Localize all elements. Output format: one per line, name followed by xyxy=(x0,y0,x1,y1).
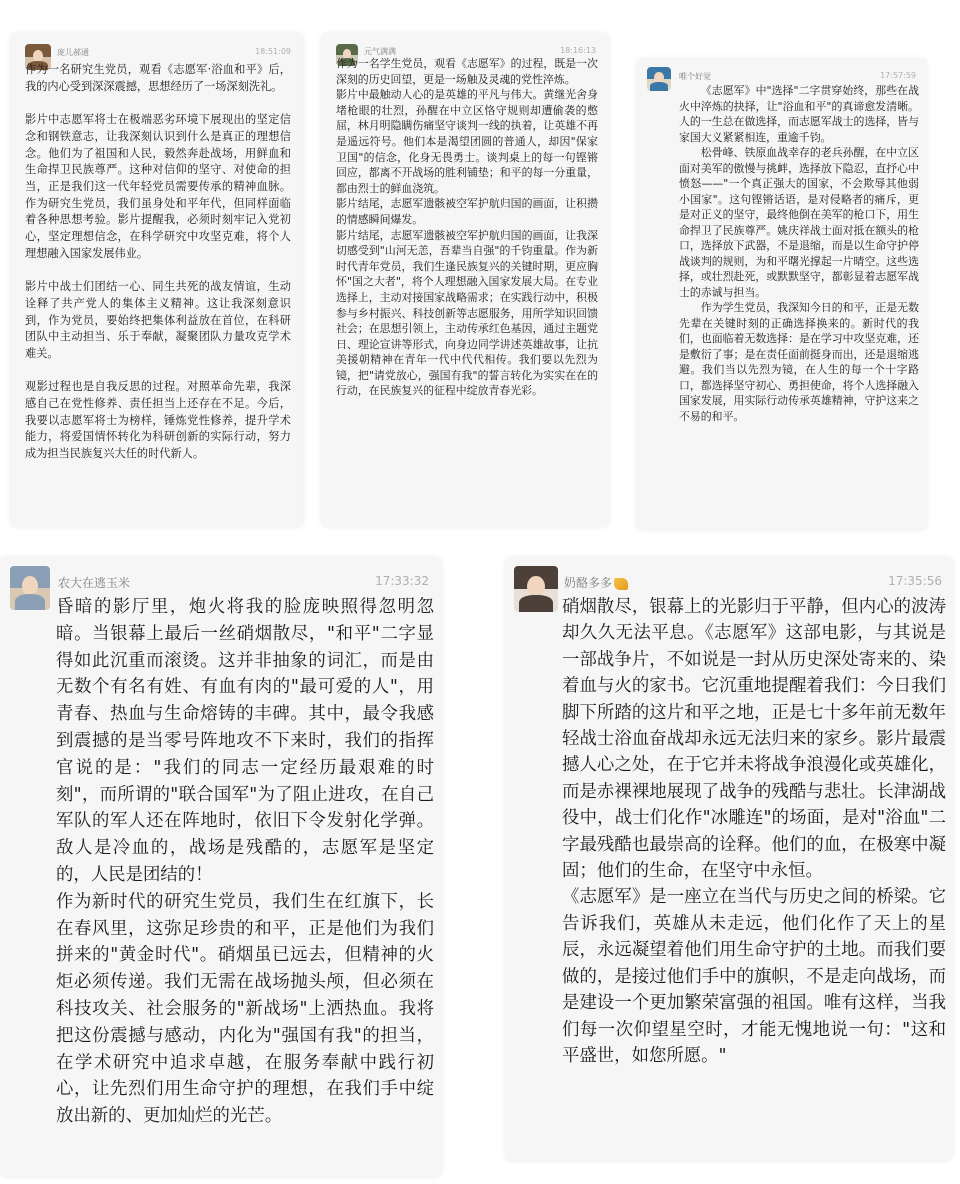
message-body xyxy=(336,56,598,399)
message-paragraph: 作为学生党员，我深知今日的和平，正是无数先辈在关键时刻的正确选择换来的。新时代的我们，也面临着无数选择：是在学习中攻坚克难，还是敷衍了事；是在责任面前挺身而出，还是退缩逃避。我们当以先烈为镜，在人生的每一个十字路口，都选择坚守初心、勇担使命，将个人选择融入国家发展，用实际行动传承英雄精神，守护这来之不易的和平。 xyxy=(679,301,919,423)
sender-name: 农大在逃玉米 xyxy=(58,576,131,590)
avatar[interactable] xyxy=(647,67,671,91)
timestamp: 17:35:56 xyxy=(888,574,942,588)
message-paragraph: 硝烟散尽，银幕上的光影归于平静，但内心的波涛却久久无法平息。《志愿军》这部电影，与其说是一部战争片，不如说是一封从历史深处寄来的、染着血与火的家书。它沉重地提醒着我们：今日我们脚下所踏的这片和平之地，正是七十多年前无数年轻战士浴血奋战却永远无法归来的家乡。影片最震撼人心之处，在于它并未将战争浪漫化或英雄化，而是赤裸裸地展现了战争的残酷与悲壮。长津湖战役中，战士们化作"冰雕连"的场面，是对"浴血"二字最残酷也最崇高的诠释。他们的血，在极寒中凝固；他们的生命，在坚守中永恒。 xyxy=(562,597,946,882)
message-paragraph: 作为新时代的研究生党员，我们生在红旗下，长在春风里，这弥足珍贵的和平，正是他们为我们拼来的"黄金时代"。硝烟虽已远去，但精神的火炬必须传递。我们无需在战场抛头颅，但必须在科技攻关、社会服务的"新战场"上洒热血。我将把这份震撼与感动，内化为"强国有我"的担当，在学术研究中追求卓越，在服务奉献中践行初心，让先烈们用生命守护的理想，在我们手中绽放出新的、更加灿烂的光芒。 xyxy=(56,891,434,1127)
sender-name: 元气满满 xyxy=(364,47,396,56)
chat-message-card-3 xyxy=(637,59,926,529)
message-paragraph: 影片中志愿军将士在极端恶劣环境下展现出的坚定信念和钢铁意志，让我深刻认识到什么是真正的理想信念。他们为了祖国和人民，毅然奔赴战场，用鲜血和生命捍卫民族尊严。这种对信仰的坚守、对使命的担当，正是我们这一代年轻党员需要传承的精神血脉。作为研究生党员，我们虽身处和平年代，但同样面临着各种思想考验。影片提醒我，必须时刻牢记入党初心，坚定理想信念，在科学研究中攻坚克难，将个人理想融入国家发展伟业。 xyxy=(25,113,291,260)
message-paragraph: 昏暗的影厅里，炮火将我的脸庞映照得忽明忽暗。当银幕上最后一丝硝烟散尽，"和平"二字显得如此沉重而滚烫。这并非抽象的词汇，而是由无数个有名有姓、有血有肉的"最可爱的人"，用青春、热血与生命熔铸的丰碑。其中，最令我感到震撼的是当零号阵地攻不下来时，我们的指挥官说的是："我们的同志一定经历最艰难的时刻"，而所谓的"联合国军"为了阻止进攻，在自己军队的军人还在阵地时，依旧下令发射化学弹。敌人是冷血的，战场是残酷的，志愿军是坚定的，人民是团结的！ xyxy=(56,597,434,885)
sender-name: 奶酪多多 xyxy=(564,576,613,590)
chat-message-card-1 xyxy=(11,34,303,526)
message-paragraph: 观影过程也是自我反思的过程。对照革命先辈，我深感自己在党性修养、责任担当上还存在不足。今后，我要以志愿军将士为榜样，锤炼党性修养，提升学术能力，将爱国情怀转化为科研创新的实际行动，努力成为担当民族复兴大任的时代新人。 xyxy=(25,380,291,461)
message-body xyxy=(25,62,291,463)
timestamp: 18:16:13 xyxy=(560,46,596,55)
avatar[interactable] xyxy=(514,566,558,612)
avatar[interactable] xyxy=(10,566,50,610)
chat-message-card-4 xyxy=(0,558,441,1176)
message-paragraph: 影片结尾，志愿军遗骸被空军护航归国的画面，让积攒的情感瞬间爆发。 xyxy=(336,197,598,226)
message-body xyxy=(56,594,434,1130)
sender-name-row xyxy=(564,574,628,591)
message-paragraph: 松骨峰、铁原血战幸存的老兵孙醒，在中立区面对美军的傲慢与挑衅，选择放下隐忍，直抒心中愤怒——"一个真正强大的国家，不会欺辱其他弱小国家"。这句铿锵话语，是对侵略者的痛斥，更是对正义的坚守，最终他倒在美军的枪口下，用生命捍卫了民族尊严。姚庆祥战士面对抵在额头的枪口，选择放下武器，不是退缩，而是以生命守护停战谈判的规则，为和平曙光撑起一片晴空。这些选择，或壮烈赴死，或默默坚守，都彰显着志愿军战士的赤诚与担当。 xyxy=(679,146,919,299)
sender-name: 庞儿郝通 xyxy=(57,48,89,57)
chat-message-card-5 xyxy=(506,558,952,1160)
message-paragraph: 《志愿军》是一座立在当代与历史之间的桥梁。它告诉我们，英雄从未走远，他们化作了天上的星辰，永远凝望着他们用生命守护的土地。而我们要做的，是接过他们手中的旗帜，不是走向战场，而是建设一个更加繁荣富强的祖国。唯有这样，当我们每一次仰望星空时，才能无愧地说一句："这和平盛世，如您所愿。" xyxy=(562,887,946,1066)
emoji-icon xyxy=(614,578,628,590)
sender-name: 唯个好觉 xyxy=(679,72,711,81)
chat-message-card-2 xyxy=(322,34,608,526)
message-body xyxy=(562,594,946,1069)
message-paragraph: 作为一名研究生党员，观看《志愿军·浴血和平》后，我的内心受到深深震撼，思想经历了一场深刻洗礼。 xyxy=(25,63,291,93)
message-paragraph: 影片结尾，志愿军遗骸被空军护航归国的画面，让我深切感受到"山河无恙，吾辈当自强"的千钧重量。作为新时代青年党员，我们生逢民族复兴的关键时期，更应胸怀"国之大者"，将个人理想融入国家发展大局。在专业选择上，主动对接国家战略需求；在实践行动中，积极参与乡村振兴、科技创新等志愿服务，用所学知识回馈社会；在思想引领上，主动传承红色基因，通过主题党日、理论宣讲等形式，向身边同学讲述英雄故事，让抗美援朝精神在青年一代中代代相传。我们要以先烈为镜，把"请党放心，强国有我"的誓言转化为实实在在的行动，在民族复兴的征程中绽放青春光彩。 xyxy=(336,228,598,398)
timestamp: 17:57:59 xyxy=(880,71,916,80)
message-body xyxy=(679,83,919,424)
message-paragraph: 作为一名学生党员，观看《志愿军》的过程，既是一次深刻的历史回望，更是一场触及灵魂的党性淬炼。 xyxy=(336,57,598,86)
message-paragraph: 《志愿军》中"选择"二字贯穿始终，那些在战火中淬炼的抉择，让"浴血和平"的真谛愈发清晰。人的一生总在做选择，而志愿军战士的选择，皆与家国大义紧紧相连，重逾千钧。 xyxy=(679,84,919,144)
message-paragraph: 影片中最触动人心的是英雄的平凡与伟大。黄继光舍身堵枪眼的壮烈，孙醒在中立区恪守规则却遭偷袭的憋屈，林月明隐瞒伤痛坚守谈判一线的执着，让英雄不再是遥远符号。他们本是渴望团圆的普通人，却因"保家卫国"的信念，化身无畏勇士。谈判桌上的每一句铿锵回应，都离不开战场的胜利铺垫；和平的每一分重量，都由烈士的鲜血浇筑。 xyxy=(336,88,598,195)
timestamp: 17:33:32 xyxy=(375,574,429,588)
message-paragraph: 影片中战士们团结一心、同生共死的战友情谊，生动诠释了共产党人的集体主义精神。这让我深刻意识到，作为党员，要始终把集体利益放在首位，在科研团队中主动担当、乐于奉献，凝聚团队力量攻克学术难关。 xyxy=(25,280,291,360)
timestamp: 18:51:09 xyxy=(255,47,291,56)
